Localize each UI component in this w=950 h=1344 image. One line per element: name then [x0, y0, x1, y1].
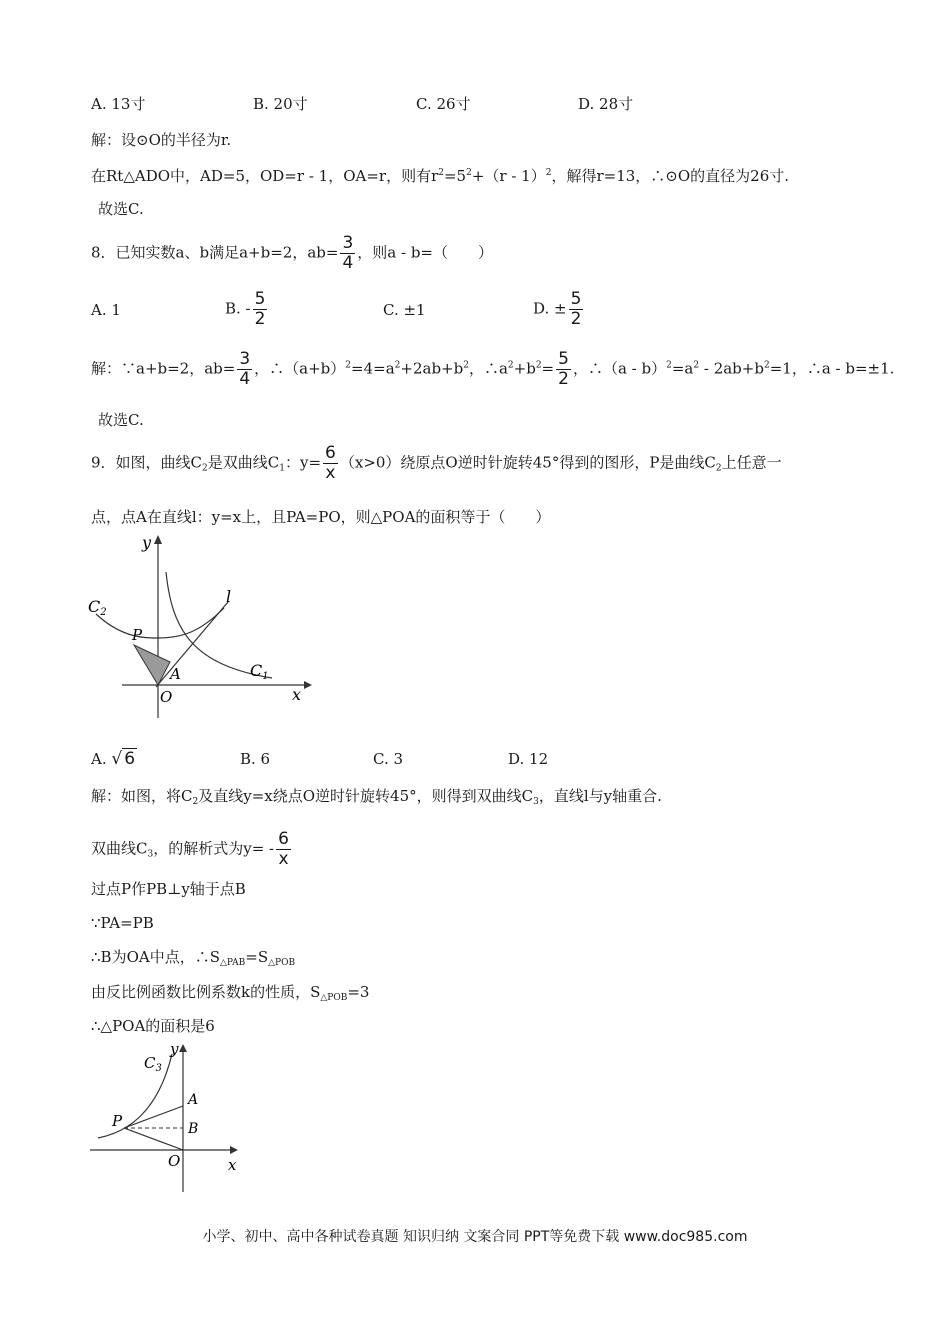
fig1-label-o: O [160, 688, 173, 706]
q8-stem: 8．已知实数a、b满足a+b=2，ab= $\frac{3}{4}$ ，则a - b=（ ） [91, 233, 493, 273]
fig2-label-b: B [188, 1121, 199, 1137]
q8-solution: 解：∵a+b=2，ab= $\frac{3}{4}$ ，$\therefore(a+b)^2=4=a^2+2ab+b^2$，$\therefore a^2+b^2=$ $\frac{5}{2}$ ，∴（a - $b)^2=a^2 - 2ab+b^2=1$，∴a - b=±1. [91, 349, 895, 389]
q9-solution-line-1: 解：如图，将$C_2$及直线y=x绕点O逆时针旋转45°，则得到双曲线$C_3$，直线l与y轴重合. [91, 787, 662, 807]
fig2-x-arrow [230, 1146, 238, 1154]
q8-option-d: D. ± $\frac{5}{2}$ [533, 289, 582, 329]
q7-option-d: D. 28寸 [578, 95, 634, 113]
fig2-label-o: O [168, 1152, 181, 1170]
q7-answer: 故选C. [98, 200, 144, 218]
fig2-label-y: y [170, 1042, 179, 1058]
q7-option-c: C. 26寸 [416, 95, 471, 113]
q7-option-b: B. 20寸 [253, 95, 308, 113]
fig2-y-arrow [179, 1044, 187, 1052]
fig1-y-arrow [154, 535, 162, 544]
page-footer: 小学、初中、高中各种试卷真题 知识归纳 文案合同 PPT等免费下载 www.doc985.com [202, 1229, 748, 1245]
q9-option-c: C. 3 [373, 750, 404, 768]
fig1-triangle-poa [134, 645, 170, 685]
fig1-label-a: A [170, 665, 181, 683]
q7-solution-line-1: 解：设⊙O的半径为r. [91, 131, 232, 149]
fig2-label-c3: $C_3$ [144, 1054, 162, 1074]
fig1-label-c1: C1 [250, 661, 269, 682]
q9-solution-line-3: 过点P作PB⊥y轴于点B [91, 880, 246, 898]
fig2-label-x: x [228, 1156, 237, 1174]
fig2-label-p: P [112, 1112, 123, 1130]
fig1-label-c2: C2 [88, 597, 107, 618]
q8-option-b: B. - $\frac{5}{2}$ [225, 289, 266, 329]
fig1-label-l: l [226, 587, 232, 606]
q9-stem-line-2: 点，点A在直线l：y=x上，且PA=PO，则△POA的面积等于（ ） [91, 508, 551, 526]
fraction-3-4: $\frac{3}{4}$ [342, 233, 354, 273]
q9-option-b: B. 6 [240, 750, 271, 768]
q8-option-a: A. 1 [91, 301, 121, 319]
q9-solution-line-7: ∴△POA的面积是6 [91, 1017, 215, 1035]
q9-option-d: D. 12 [508, 750, 549, 768]
q9-solution-line-5: ∴B为OA中点，$\therefore S_{\triangle PAB}=S_{\triangle POB}$ [91, 948, 296, 968]
q9-figure-1 [82, 530, 312, 720]
fig2-segment-pa [124, 1106, 183, 1128]
q8-answer: 故选C. [98, 411, 144, 429]
q9-figure-2 [88, 1042, 248, 1194]
q7-solution-line-2: 在Rt△ADO中，AD=5，OD=r - 1，OA=r，则有$r^2=5^2+(r - 1)^2$，解得r=13，∴⊙O的直径为26寸. [91, 167, 790, 185]
q8-option-c: C. ±1 [383, 301, 426, 319]
q7-option-a: A. 13寸 [91, 95, 146, 113]
q9-solution-line-2: 双曲线$C_3$，的解析式为y= - $\frac{6}{x}$ [91, 829, 289, 869]
q9-option-a: A. √ 6 [91, 749, 136, 769]
fig1-x-arrow [304, 681, 312, 689]
fig2-segment-po [124, 1128, 183, 1150]
q9-stem-line-1: 9．如图，曲线$C_2$是双曲线$C_1$：y= $\frac{6}{x}$ （x>0）绕原点O逆时针旋转45°得到的图形，P是曲线$C_2$上任意一 [91, 443, 782, 483]
fig1-label-x: x [292, 685, 302, 704]
q9-solution-line-6: 由反比例函数比例系数k的性质，$S_{\triangle POB}=3$ [91, 983, 370, 1003]
fig1-curve-c2 [96, 608, 224, 638]
fig1-label-p: P [132, 626, 143, 644]
fig2-label-a: A [188, 1092, 199, 1108]
fig1-label-y: y [142, 533, 152, 552]
q9-solution-line-4: ∵PA=PB [91, 914, 154, 932]
